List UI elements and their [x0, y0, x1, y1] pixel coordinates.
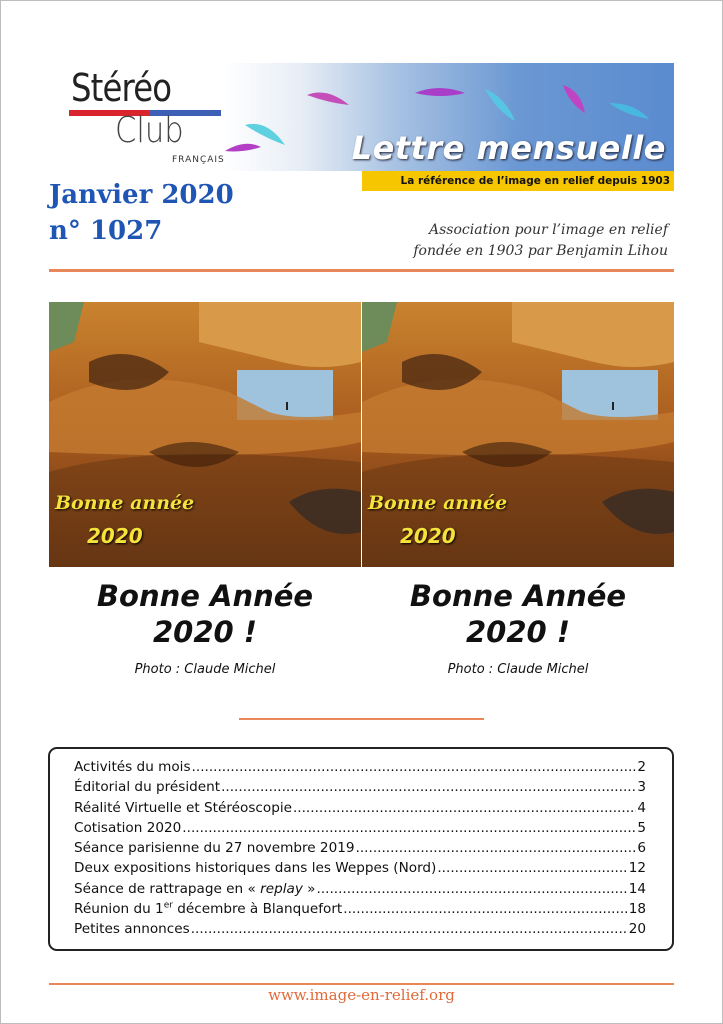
toc-label: Activités du mois	[74, 759, 191, 775]
toc-entry[interactable]	[74, 899, 646, 919]
toc-label: Éditorial du président	[74, 779, 221, 796]
photo-overlay-year: 2020	[87, 524, 143, 548]
toc-entry[interactable]	[74, 838, 646, 858]
footer-rule	[49, 983, 674, 985]
issue-date: Janvier 2020	[49, 180, 234, 210]
caption-line-2: 2020 !	[152, 615, 258, 649]
toc-page: 2	[637, 759, 646, 775]
toc-page: 6	[637, 840, 646, 857]
toc-entry[interactable]	[74, 757, 646, 777]
toc-label: Petites annonces	[74, 921, 190, 938]
photo-overlay-year: 2020	[400, 524, 456, 548]
caption-title-right	[362, 578, 674, 650]
toc-page: 4	[637, 799, 646, 816]
caption-line-1: Bonne Année	[409, 579, 627, 613]
photo-overlay-greeting: Bonne année	[55, 492, 195, 514]
photo-credit-right: Photo : Claude Michel	[447, 662, 589, 677]
toc-entry[interactable]	[74, 777, 646, 797]
issue-number: n° 1027	[49, 216, 163, 246]
caption-line-1: Bonne Année	[96, 579, 314, 613]
toc-page: 12	[628, 860, 646, 877]
toc-label: Cotisation 2020	[74, 819, 182, 836]
toc-leader	[437, 858, 627, 878]
toc-label	[74, 879, 316, 899]
toc-page: 5	[637, 819, 646, 836]
toc-leader	[221, 777, 636, 797]
toc-label: Réalité Virtuelle et Stéréoscopie	[74, 799, 292, 816]
stereo-photo-right	[362, 302, 674, 567]
toc-leader	[191, 919, 628, 939]
tagline: La référence de l’image en relief depuis 1903	[362, 171, 674, 191]
toc-leader	[192, 757, 637, 777]
toc-entry[interactable]	[74, 818, 646, 838]
toc-entry[interactable]	[74, 919, 646, 939]
caption-line-2: 2020 !	[465, 615, 571, 649]
association-info	[413, 220, 668, 262]
caption-title-left	[49, 578, 361, 650]
toc-label	[74, 899, 342, 919]
stereo-photo-left	[49, 302, 361, 567]
toc-label: Séance parisienne du 27 novembre 2019	[74, 840, 355, 857]
toc-label-text: Séance de rattrapage en «	[74, 880, 261, 897]
toc-entry[interactable]	[74, 858, 646, 878]
header-rule	[49, 269, 674, 272]
website-link[interactable]: www.image-en-relief.org	[268, 986, 455, 1004]
logo-stereo-text: Stéréo	[71, 66, 172, 110]
toc-label-text: décembre à Blanquefort	[172, 901, 343, 918]
newsletter-title: Lettre mensuelle	[351, 129, 666, 167]
toc-page: 3	[637, 779, 646, 796]
toc-leader	[356, 838, 637, 858]
toc-label-text: »	[302, 880, 316, 897]
header-banner	[49, 63, 674, 171]
section-divider	[239, 718, 484, 720]
logo-francais-text: FRANÇAIS	[172, 155, 225, 165]
association-line-1: Association pour l’image en relief	[429, 222, 668, 238]
toc-label-emphasis: replay	[260, 880, 303, 897]
photo-overlay-greeting: Bonne année	[368, 492, 508, 514]
association-line-2: fondée en 1903 par Benjamin Lihou	[413, 243, 668, 259]
toc-label-superscript: er	[163, 900, 173, 911]
toc-leader	[293, 798, 636, 818]
toc-label: Deux expositions historiques dans les Weppes (Nord)	[74, 860, 437, 877]
toc-page: 18	[628, 901, 646, 918]
table-of-contents	[48, 747, 674, 951]
toc-leader	[317, 879, 628, 899]
toc-label-text: Réunion du 1	[74, 901, 164, 918]
toc-page: 14	[628, 880, 646, 897]
logo-club-text: Club	[115, 110, 184, 151]
toc-entry[interactable]	[74, 798, 646, 818]
toc-page: 20	[628, 921, 646, 938]
toc-entry[interactable]	[74, 879, 646, 899]
toc-leader	[182, 818, 636, 838]
toc-leader	[343, 899, 627, 919]
photo-credit-left: Photo : Claude Michel	[134, 662, 276, 677]
